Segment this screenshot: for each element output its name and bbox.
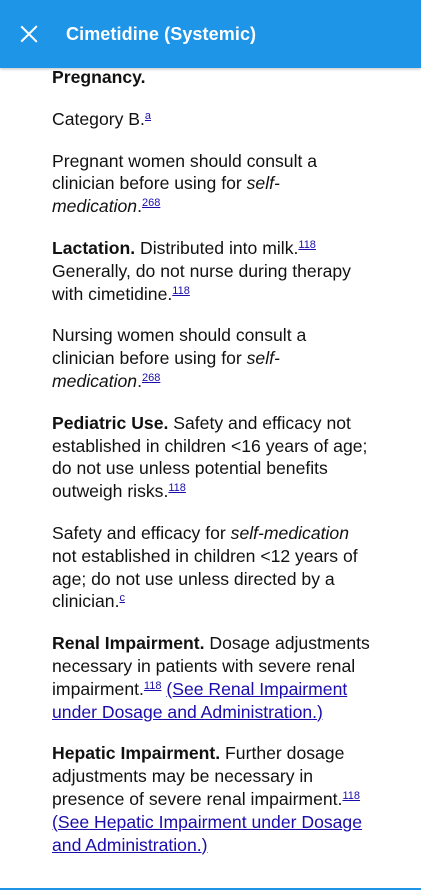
monograph-content: [52, 66, 372, 875]
period: .: [137, 196, 142, 217]
pediatric-para: [52, 412, 372, 503]
renal-para: [52, 632, 372, 723]
pediatric-text: Safety and efficacy not established in children <16 years of age; do not use unless potential benefits outweigh risks.: [52, 412, 368, 502]
pediatric-heading: Pediatric Use.: [52, 412, 169, 433]
hepatic-text: Further dosage adjustments may be necessary in presence of severe renal impairment.: [52, 743, 345, 809]
app-bar: [0, 0, 421, 68]
reference-link[interactable]: 268: [141, 197, 161, 210]
reference-link[interactable]: 118: [342, 789, 360, 802]
pregnancy-heading: Pregnancy.: [52, 67, 146, 87]
renal-heading: Renal Impairment.: [52, 633, 205, 654]
hepatic-para: [52, 742, 372, 856]
reference-link[interactable]: a: [144, 109, 152, 122]
pregnancy-category: Category B.: [52, 108, 145, 129]
hepatic-impairment-link[interactable]: (See Hepatic Impairment under Dosage and Administration.): [52, 811, 363, 855]
pregnancy-category-para: [52, 108, 372, 131]
lactation-text-2: Generally, do not nurse during therapy with cimetidine.: [52, 260, 351, 304]
renal-text: Dosage adjustments necessary in patients with severe renal impairment.: [52, 633, 370, 699]
pregnancy-consult-italic: self-medication: [52, 173, 280, 217]
reference-link[interactable]: 118: [168, 482, 186, 495]
lactation-text: Distributed into milk.: [135, 237, 299, 258]
page-title: Cimetidine (Systemic): [66, 23, 257, 44]
reference-link[interactable]: 118: [298, 238, 316, 251]
selfmed-text: Safety and efficacy for: [52, 522, 231, 543]
lactation-heading: Lactation.: [52, 237, 136, 258]
period: .: [137, 370, 142, 391]
pregnancy-heading-para: [52, 66, 372, 89]
pregnancy-consult-para: [52, 150, 372, 218]
lactation-para: [52, 237, 372, 305]
close-icon[interactable]: [18, 23, 40, 45]
selfmed-para: [52, 522, 372, 613]
nursing-text: Nursing women should consult a clinician before using for: [52, 325, 307, 369]
selfmed-italic: self-medication: [230, 522, 349, 543]
selfmed-text-2: not established in children <12 years of age; do not use unless directed by a clinician.: [52, 545, 358, 612]
reference-link[interactable]: 118: [172, 284, 190, 297]
nursing-italic: self-medication: [52, 348, 280, 391]
nursing-para: [52, 324, 372, 392]
hepatic-heading: Hepatic Impairment.: [52, 743, 221, 764]
reference-link[interactable]: 118: [143, 679, 162, 692]
reference-link[interactable]: c: [119, 592, 125, 605]
pregnancy-consult-text: Pregnant women should consult a clinician before using for: [52, 150, 318, 194]
reference-link[interactable]: 268: [141, 371, 161, 384]
renal-impairment-link[interactable]: (See Renal Impairment under Dosage and Administration.): [52, 678, 348, 722]
